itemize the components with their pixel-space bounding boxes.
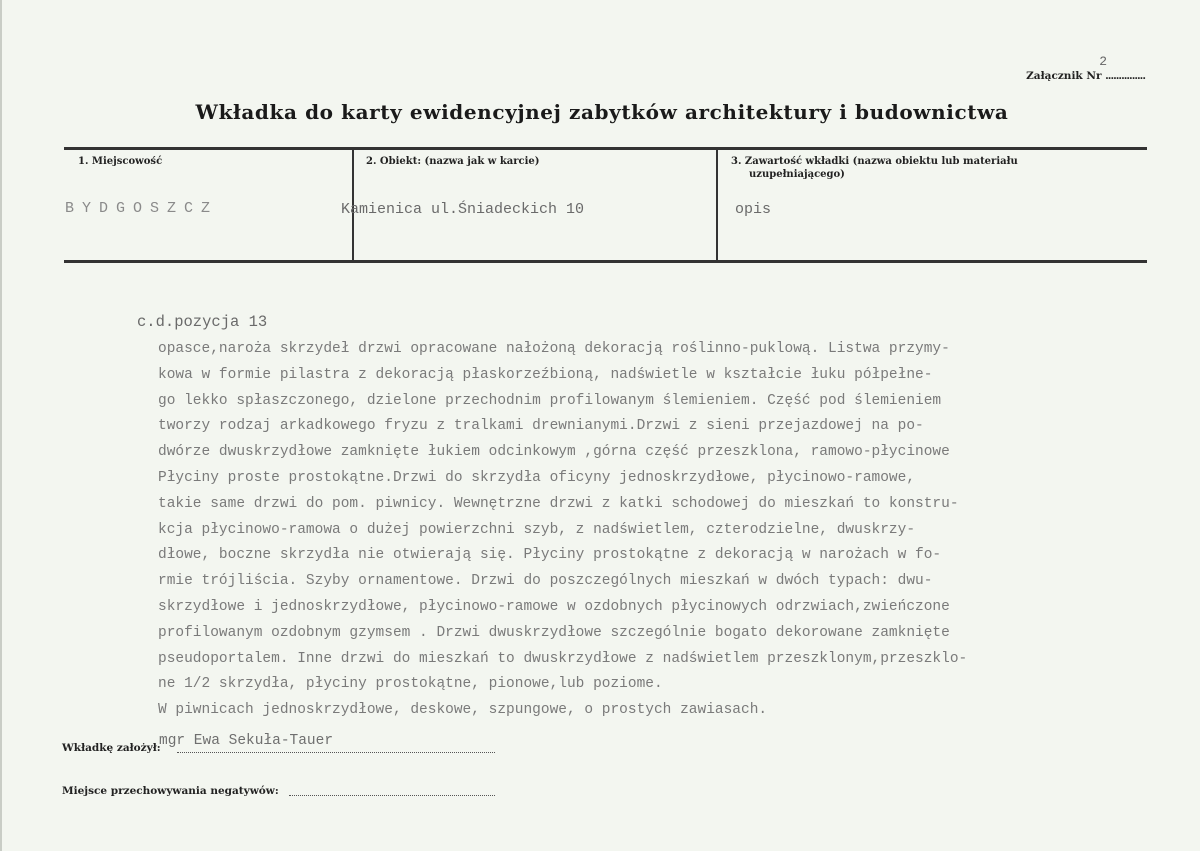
contents-label	[731, 155, 1018, 181]
text-line: skrzydłowe i jednoskrzydłowe, płycinowo-ramowe w ozdobnych płycinowych odrzwiach,zwieńczone	[158, 598, 950, 615]
table-bottom-rule	[64, 260, 1147, 263]
description-text	[158, 337, 1098, 724]
attachment-number: 2	[1099, 54, 1107, 69]
contents-label-line-1: 3. Zawartość wkładki (nazwa obiektu lub materiału	[731, 156, 1018, 167]
contents-label-line-2: uzupełniającego)	[749, 169, 845, 180]
created-by-value: mgr Ewa Sekuła-Tauer	[159, 733, 334, 749]
created-by-line	[177, 752, 495, 753]
text-line: tworzy rodzaj arkadkowego fryzu z tralkami drewnianymi.Drzwi z sieni przejazdowej na po-	[158, 418, 924, 435]
text-line: ne 1/2 skrzydła, płyciny prostokątne, pionowe,lub poziome.	[158, 676, 663, 693]
object-value: Kamienica ul.Śniadeckich 10	[341, 201, 585, 218]
object-label: 2. Obiekt: (nazwa jak w karcie)	[366, 156, 540, 167]
text-line: rmie trójliścia. Szyby ornamentowe. Drzwi do poszczególnych mieszkań w dwóch typach: dwu-	[158, 573, 933, 590]
negatives-line	[289, 795, 495, 796]
text-line: Płyciny proste prostokątne.Drzwi do skrzydła oficyny jednoskrzydłowe, płycinowo-ramowe,	[158, 469, 916, 486]
attachment-field	[1026, 70, 1145, 82]
text-line: pseudoportalem. Inne drzwi do mieszkań to dwuskrzydłowe z nadświetlem przeszklonym,przeszklo-	[158, 650, 968, 667]
negatives-label: Miejsce przechowywania negatywów:	[62, 785, 279, 797]
table-top-rule	[64, 147, 1147, 150]
column-divider-2	[716, 149, 718, 261]
contents-value: opis	[735, 201, 772, 218]
text-line: dwórze dwuskrzydłowe zamknięte łukiem odcinkowym ,górna część przeszklona, ramowo-płycinowe	[158, 444, 950, 461]
text-line: go lekko spłaszczonego, dzielone przechodnim profilowanym ślemieniem. Część pod ślemieniem	[158, 392, 942, 409]
continuation-heading: c.d.pozycja 13	[137, 313, 268, 331]
text-line: W piwnicach jednoskrzydłowe, deskowe, szpungowe, o prostych zawiasach.	[158, 702, 768, 719]
created-by-label: Wkładkę założył:	[62, 742, 161, 754]
text-line: kcja płycinowo-ramowa o dużej powierzchni szyb, z nadświetlem, czterodzielne, dwuskrzy-	[158, 521, 916, 538]
attachment-dots: ...............	[1105, 70, 1145, 82]
page-title: Wkładka do karty ewidencyjnej zabytków architektury i budownictwa	[195, 100, 1009, 124]
locality-value: BYDGOSZCZ	[65, 200, 219, 217]
locality-label: 1. Miejscowość	[78, 156, 163, 167]
text-line: kowa w formie pilastra z dekoracją płaskorzeźbioną, nadświetle w kształcie łuku półpełne-	[158, 366, 933, 383]
text-line: takie same drzwi do pom. piwnicy. Wewnętrzne drzwi z katki schodowej do mieszkań to konstru-	[158, 495, 959, 512]
attachment-label: Załącznik Nr	[1026, 70, 1102, 82]
text-line: profilowanym ozdobnym gzymsem . Drzwi dwuskrzydłowe szczególnie bogato dekorowane zamknięte	[158, 624, 950, 641]
text-line: dłowe, boczne skrzydła nie otwierają się. Płyciny prostokątne z dekoracją w narożach w fo-	[158, 547, 942, 564]
text-line: opasce,naroża skrzydeł drzwi opracowane nałożoną dekoracją roślinno-puklową. Listwa przymy-	[158, 341, 950, 357]
